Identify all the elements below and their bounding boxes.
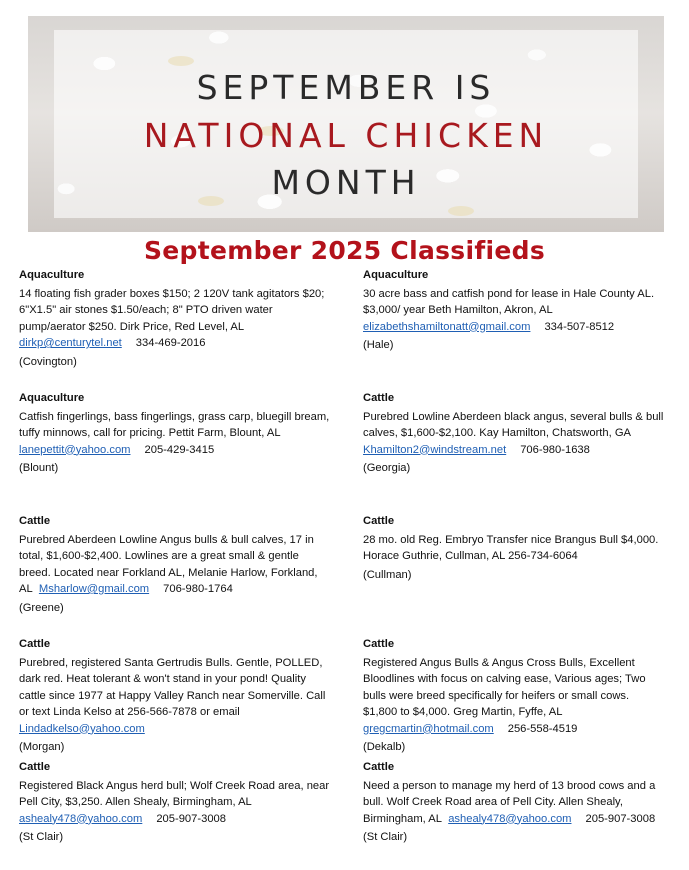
ad-text-line: bulls were breed specifically for heifers or small cows. <box>363 689 630 702</box>
ad-email-link[interactable]: ashealy478@yahoo.com <box>448 812 572 825</box>
classified-ad <box>363 513 673 583</box>
ad-text-line: $1,800 to $4,000. Greg Martin, Fyffe, AL <box>363 706 563 718</box>
ad-category: Cattle <box>363 515 395 527</box>
ad-category: Cattle <box>363 638 395 650</box>
ad-category: Aquaculture <box>363 269 429 281</box>
ad-text-line: Registered Black Angus herd bull; Wolf Creek Road area, near <box>19 779 330 792</box>
classified-ad <box>19 513 341 616</box>
ad-email-link[interactable]: gregcmartin@hotmail.com <box>363 722 494 735</box>
classified-ad <box>363 267 673 354</box>
ad-text-line: or text Linda Kelso at 256-566-7878 or email <box>19 706 240 718</box>
ad-contact <box>19 581 341 598</box>
ad-text-line: 30 acre bass and catfish pond for lease in Hale County AL. <box>363 287 655 300</box>
banner-line-2: NATIONAL CHICKEN <box>143 116 549 155</box>
ad-contact <box>19 442 341 459</box>
ad-contact <box>19 811 341 828</box>
ad-text-line: 6"X1.5" air stones $1.50/each; 8" PTO driven water <box>19 304 273 316</box>
ad-text-line: dark red. Heat tolerant & won't stand in your pond! Quality <box>19 673 306 685</box>
ad-email-link[interactable]: Lindadkelso@yahoo.com <box>19 722 145 735</box>
ad-phone: 706-980-1638 <box>520 443 590 456</box>
ad-text-line: Need a person to manage my herd of 13 brood cows and a <box>363 779 656 792</box>
classified-ad <box>19 390 341 477</box>
ad-contact <box>363 442 673 459</box>
ad-category: Cattle <box>19 638 51 650</box>
classified-ad <box>19 267 341 370</box>
ad-text-line: calves, $1,600-$2,100. Kay Hamilton, Chatsworth, GA <box>363 427 632 439</box>
ad-text-line: Catfish fingerlings, bass fingerlings, grass carp, bluegill bream, <box>19 410 330 423</box>
ad-contact <box>363 811 673 828</box>
ad-phone: 334-507-8512 <box>544 320 615 333</box>
ad-email-link[interactable]: elizabethshamiltonatt@gmail.com <box>363 320 531 333</box>
ad-location: (St Clair) <box>19 831 64 843</box>
ad-contact <box>363 319 673 336</box>
banner-line-1: SEPTEMBER IS <box>196 68 496 107</box>
ad-location: (Cullman) <box>363 568 412 581</box>
ad-email-link[interactable]: dirkp@centurytel.net <box>19 337 122 349</box>
ad-category: Cattle <box>19 515 51 527</box>
ad-text-line: tuffy minnows, call for pricing. Pettit Farm, Blount, AL <box>19 427 281 439</box>
ad-text-line: pump/aerator $250. Dirk Price, Red Level, AL <box>19 320 245 333</box>
ad-text-line: cattle since 1977 at Happy Valley Ranch near Somerville. Call <box>19 689 326 702</box>
ad-text-line: $3,000/ year Beth Hamilton, Akron, AL <box>363 304 553 316</box>
banner-line-3: MONTH <box>271 163 421 202</box>
ad-contact <box>19 721 341 738</box>
ad-location: (Greene) <box>19 601 64 614</box>
chicken-month-banner <box>28 16 664 232</box>
classified-ad <box>363 390 673 477</box>
ad-text-line: 14 floating fish grader boxes $150; 2 120V tank agitators $20; <box>19 287 325 300</box>
ad-text-line: Pell City, $3,250. Allen Shealy, Birmingham, AL <box>19 796 252 808</box>
ad-location: (Covington) <box>19 355 77 368</box>
ad-category: Aquaculture <box>19 392 85 404</box>
ad-text-line: Purebred Lowline Aberdeen black angus, several bulls & bull <box>363 410 664 423</box>
ad-phone: 205-429-3415 <box>144 443 215 456</box>
ad-text-line: Bloodlines with focus on calving ease, Various ages; Two <box>363 673 646 685</box>
ad-location: (Georgia) <box>363 462 411 474</box>
ad-text-inline: Birmingham, AL <box>363 812 442 825</box>
classified-ad <box>19 759 341 846</box>
ad-phone: 334-469-2016 <box>135 337 206 349</box>
ad-category: Cattle <box>363 761 395 773</box>
ad-location: (Hale) <box>363 339 394 351</box>
ad-phone: 256-558-4519 <box>507 722 578 735</box>
ad-phone: 706-980-1764 <box>163 583 233 595</box>
ad-phone: 205-907-3008 <box>585 812 656 825</box>
ad-category: Cattle <box>363 392 395 404</box>
ad-text-line: Purebred, registered Santa Gertrudis Bulls. Gentle, POLLED, <box>19 656 323 669</box>
ad-contact <box>19 335 341 352</box>
ad-location: (Blount) <box>19 462 59 474</box>
page-title: September 2025 Classifieds <box>143 236 546 265</box>
ad-location: (Dekalb) <box>363 741 406 753</box>
ad-location: (Morgan) <box>19 741 65 753</box>
ad-text-line: total, $1,600-$2,400. Lowlines are a great small & gentle <box>19 550 299 562</box>
classified-ad <box>19 636 341 756</box>
ad-category: Aquaculture <box>19 269 85 281</box>
ad-text-line: Purebred Aberdeen Lowline Angus bulls & bull calves, 17 in <box>19 533 314 546</box>
ad-location: (St Clair) <box>363 831 408 843</box>
ad-contact <box>363 721 673 738</box>
ad-text-line: bull. Wolf Creek Road area of Pell City. Allen Shealy, <box>363 796 623 808</box>
classified-ad <box>363 636 673 756</box>
ad-text-line: 28 mo. old Reg. Embryo Transfer nice Brangus Bull $4,000. <box>363 533 659 546</box>
ad-text-line: Registered Angus Bulls & Angus Cross Bulls, Excellent <box>363 656 635 669</box>
ad-email-link[interactable]: Khamilton2@windstream.net <box>363 443 507 456</box>
ad-text-line: Horace Guthrie, Cullman, AL 256-734-6064 <box>363 550 578 562</box>
ad-phone: 205-907-3008 <box>156 812 226 825</box>
ad-email-link[interactable]: Msharlow@gmail.com <box>38 583 150 595</box>
classified-ad <box>363 759 673 846</box>
ad-email-link[interactable]: ashealy478@yahoo.com <box>19 812 143 825</box>
ad-email-link[interactable]: lanepettit@yahoo.com <box>19 443 131 456</box>
ad-text-line: breed. Located near Forkland AL, Melanie Harlow, Forkland, <box>19 566 318 579</box>
ad-category: Cattle <box>19 761 51 773</box>
ad-text-inline: AL <box>19 583 33 595</box>
